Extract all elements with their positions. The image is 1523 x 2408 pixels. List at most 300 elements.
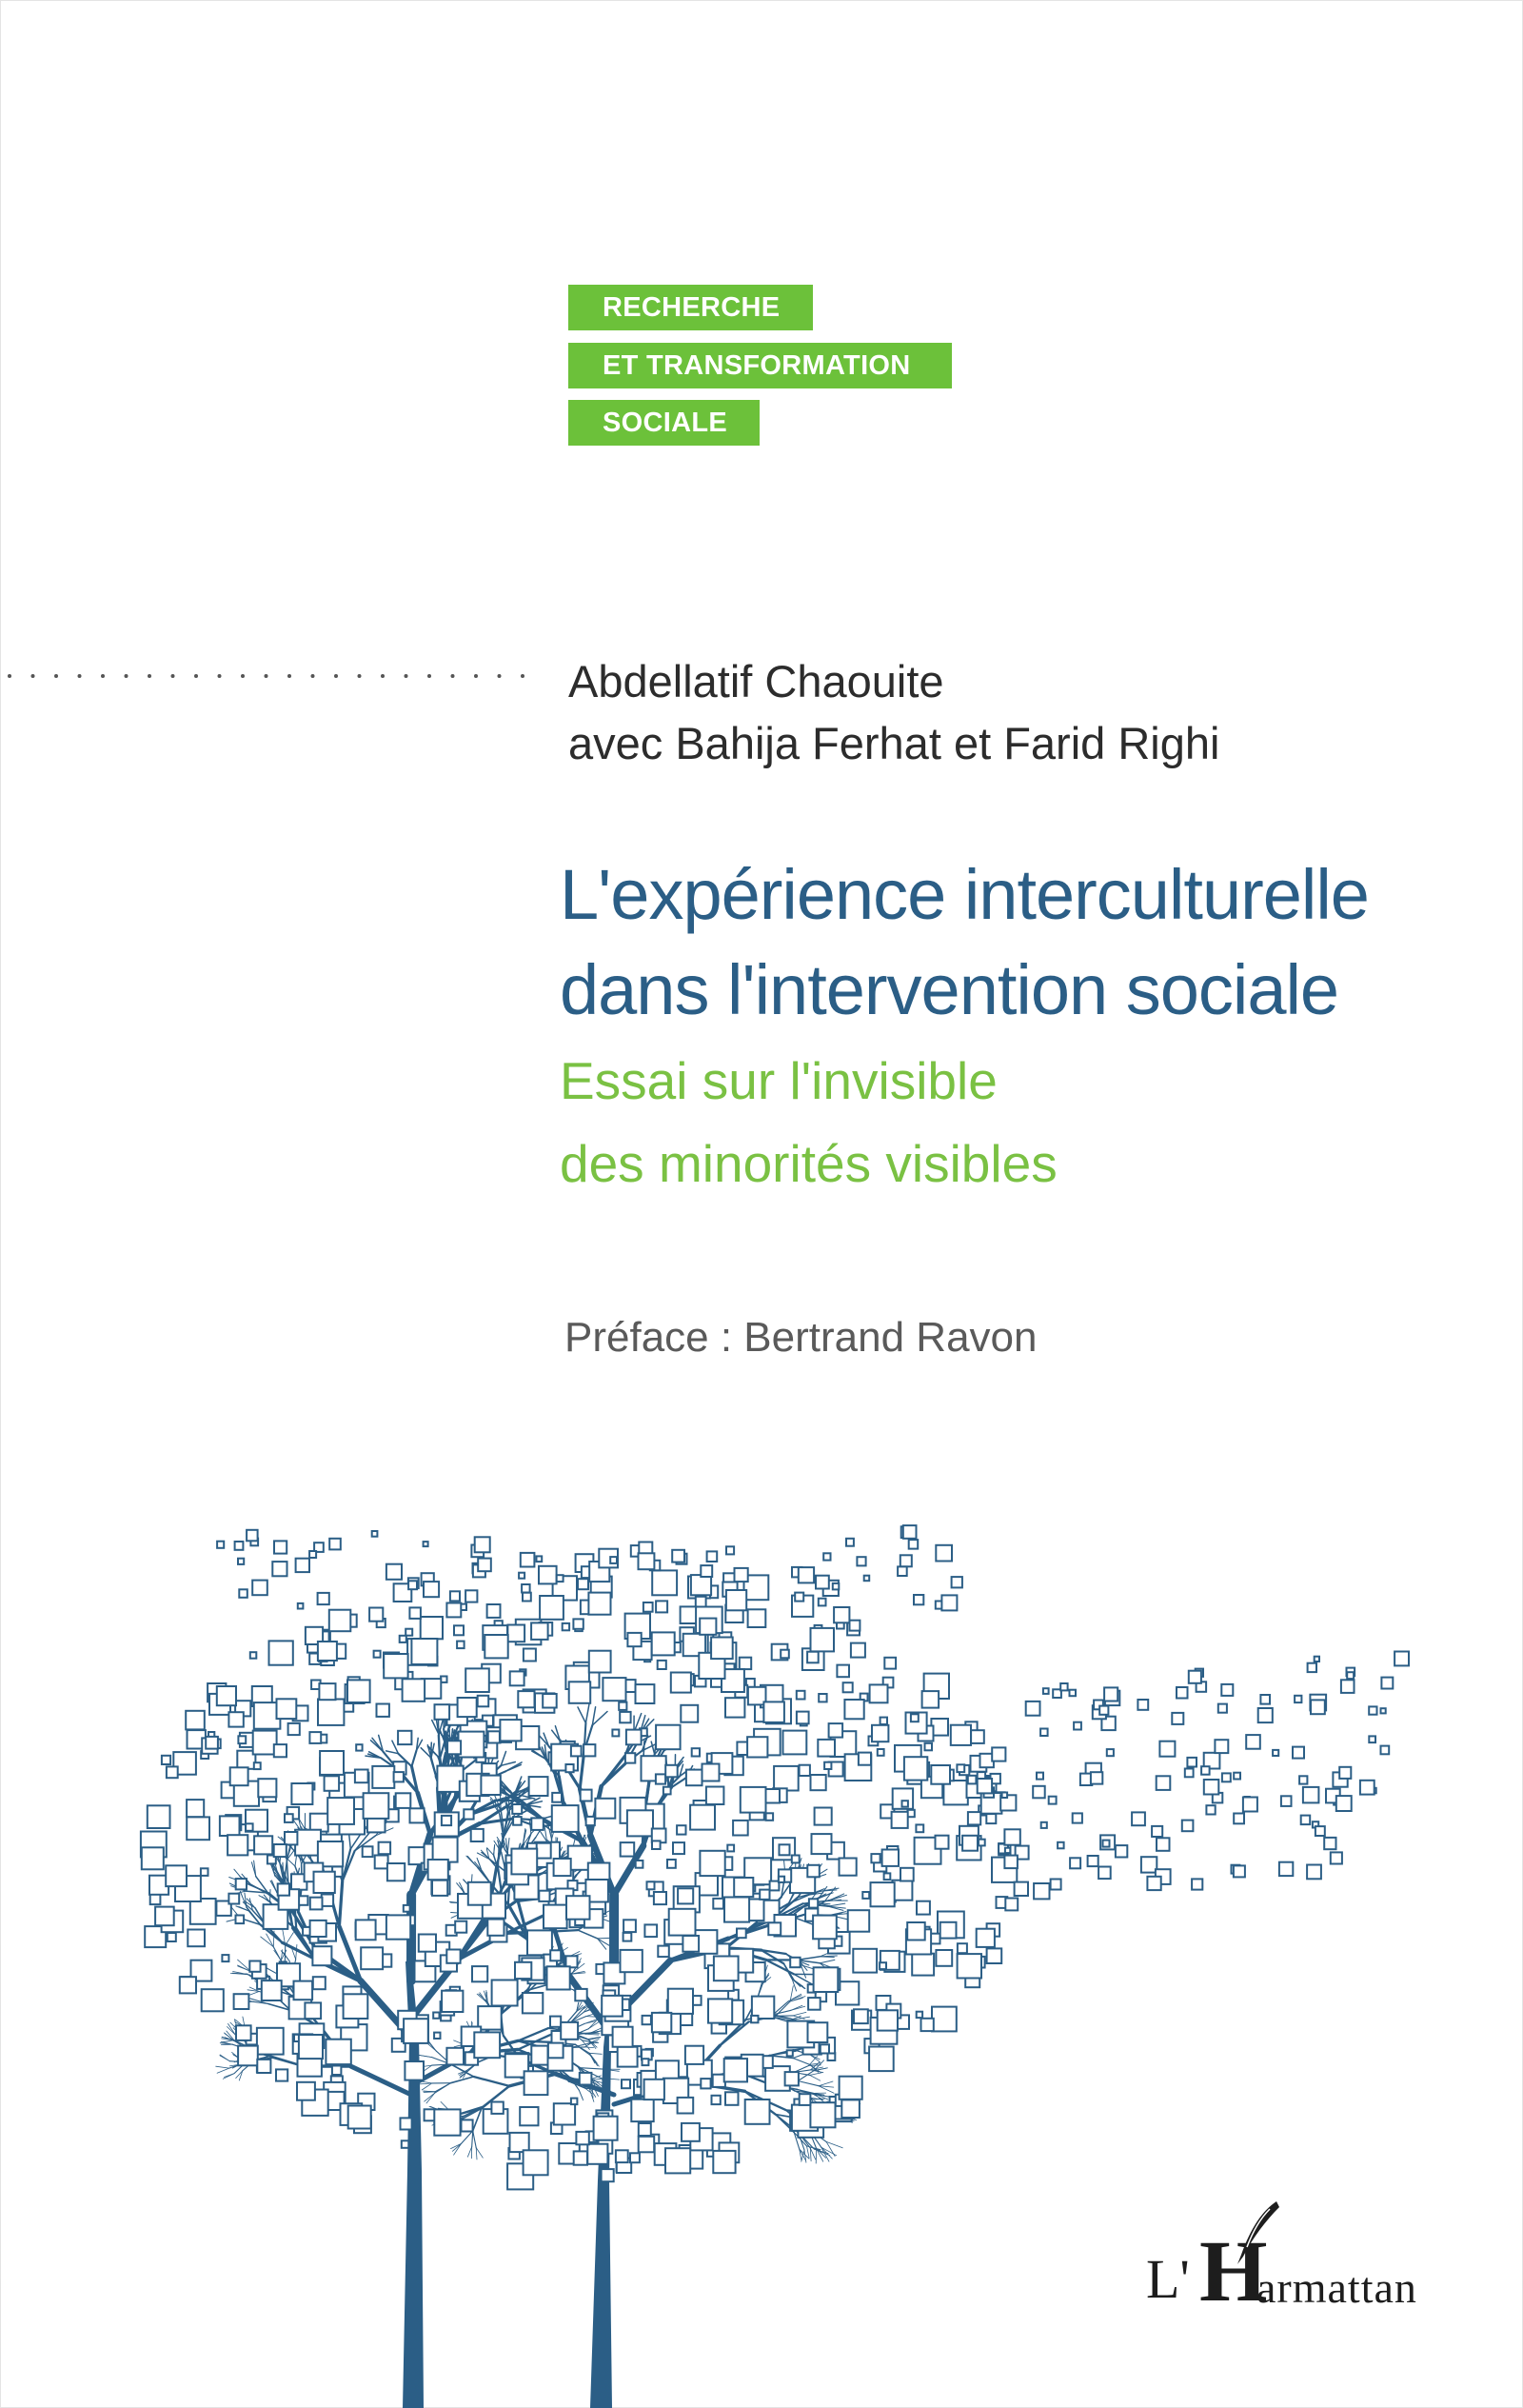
leaf-square <box>578 1579 588 1589</box>
leaf-square <box>272 1562 287 1576</box>
leaf-square <box>387 1863 405 1881</box>
leaf-square <box>1347 1672 1354 1679</box>
leaf-square <box>274 1844 287 1857</box>
leaf-square <box>848 1910 870 1932</box>
leaf-square <box>238 2046 258 2066</box>
leaf-square <box>1324 1838 1335 1849</box>
leaf-square <box>713 1899 723 1909</box>
leaf-square <box>795 1593 803 1602</box>
tree-branch <box>474 2077 509 2086</box>
leaf-square <box>644 2080 664 2100</box>
leaf-square <box>677 1825 685 1834</box>
leaf-square <box>374 1651 381 1658</box>
leaf-square <box>1040 1729 1048 1737</box>
leaf-square <box>644 1924 657 1937</box>
leaf-square <box>386 1915 410 1939</box>
leaf-square <box>478 1696 489 1707</box>
leaf-square <box>236 1916 245 1924</box>
tree-branch <box>817 1903 830 1904</box>
leaf-square <box>375 1856 388 1869</box>
leaf-square <box>958 1943 967 1953</box>
leaf-square <box>840 1859 857 1876</box>
tree-branch <box>296 1944 297 1959</box>
leaf-square <box>957 1764 964 1772</box>
leader-dot <box>287 674 291 678</box>
preface-credit: Préface : Bertrand Ravon <box>564 1314 1038 1361</box>
leaf-square <box>613 2027 633 2047</box>
leaf-square <box>190 1899 216 1924</box>
leaf-square <box>834 1607 849 1622</box>
leaf-square <box>206 1737 218 1749</box>
leaf-square <box>1116 1845 1127 1857</box>
leaf-square <box>1189 1671 1201 1683</box>
leader-dot <box>334 674 338 678</box>
leaf-square <box>1026 1702 1040 1716</box>
tree-branch <box>272 1881 277 1892</box>
leaf-square <box>372 1531 378 1537</box>
leaf-square <box>227 1835 247 1855</box>
leaf-square <box>734 1878 753 1897</box>
leaf-square <box>931 1765 950 1784</box>
leaf-square <box>1234 1773 1240 1780</box>
tree-branch <box>579 2090 583 2099</box>
tree-branch <box>472 2131 473 2147</box>
tree-branch <box>476 2148 477 2159</box>
leaf-square <box>658 1946 669 1958</box>
leaf-square <box>356 1920 376 1940</box>
leaf-square <box>285 1832 297 1844</box>
leaf-square <box>900 1868 914 1881</box>
leaf-square <box>319 1683 335 1700</box>
leaf-square <box>447 1741 461 1754</box>
leaf-square <box>797 1712 809 1724</box>
leader-dot <box>125 674 129 678</box>
leaf-square <box>1315 1657 1319 1662</box>
leaf-square <box>571 2099 578 2105</box>
tree-branch <box>435 2083 450 2092</box>
leaf-square <box>884 1873 891 1880</box>
tree-branch <box>498 1869 501 1890</box>
leaf-square <box>1246 1735 1260 1749</box>
tree-branch <box>261 1937 274 1947</box>
leaf-square <box>636 1861 643 1868</box>
leaf-square <box>325 1776 340 1791</box>
leaf-square <box>962 1836 978 1851</box>
leaf-square <box>932 2007 957 2032</box>
leader-dot <box>218 674 222 678</box>
leaf-square <box>1311 1700 1325 1714</box>
leaf-square <box>364 1793 389 1819</box>
leaf-square <box>665 1765 678 1778</box>
leaf-square <box>623 1920 636 1932</box>
leaf-square <box>487 1920 504 1936</box>
leaf-square <box>569 1682 591 1703</box>
leaf-square <box>979 1840 985 1846</box>
leaf-square <box>455 1921 466 1933</box>
leaf-square <box>462 2119 473 2131</box>
publisher-logo-initial: H <box>1199 2222 1268 2319</box>
leaf-square <box>870 1684 888 1702</box>
leaf-square <box>507 1625 524 1642</box>
leaf-square <box>1221 1684 1233 1696</box>
leaf-square <box>603 1678 625 1701</box>
leaf-square <box>682 2123 700 2141</box>
leaf-square <box>1043 1688 1049 1694</box>
leaf-square <box>554 1859 571 1876</box>
leaf-square <box>809 1899 818 1907</box>
leaf-square <box>871 1854 880 1862</box>
leaf-square <box>450 1591 460 1601</box>
leaf-square <box>884 1658 896 1669</box>
leaf-square <box>702 1764 720 1781</box>
leaf-square <box>1336 1796 1352 1811</box>
leaf-square <box>636 1684 655 1703</box>
leaf-square <box>492 1980 518 2006</box>
leaf-square <box>298 1603 304 1609</box>
leaf-square <box>539 1891 549 1901</box>
leaf-square <box>748 1609 766 1627</box>
leaf-square <box>531 1622 548 1640</box>
leaf-square <box>902 1801 908 1806</box>
tree-branch <box>643 1741 644 1756</box>
leader-dot <box>521 674 524 678</box>
leaf-square <box>588 1593 610 1615</box>
leaf-square <box>701 1565 712 1577</box>
leaf-square <box>1339 1767 1351 1779</box>
leaf-square <box>811 1628 835 1652</box>
leader-dot <box>381 674 385 678</box>
leaf-square <box>692 1748 700 1756</box>
tree-branch <box>807 2146 821 2150</box>
leaf-square <box>647 1881 655 1889</box>
leaf-square <box>347 1680 370 1702</box>
leaf-square <box>576 2132 588 2144</box>
leaf-square <box>561 2022 578 2040</box>
leaf-square <box>766 1789 781 1803</box>
leaf-square <box>681 1606 698 1623</box>
leaf-square <box>1331 1852 1342 1863</box>
tree-branch <box>426 2093 435 2103</box>
leaf-square <box>672 1550 684 1562</box>
leaf-square <box>269 1641 293 1664</box>
leaf-square <box>726 1546 734 1554</box>
leaf-square <box>621 1950 643 1972</box>
leaf-square <box>669 1909 696 1936</box>
leaf-square <box>1157 1838 1170 1851</box>
leaf-square <box>1369 1706 1376 1714</box>
leaf-square <box>1222 1773 1231 1781</box>
leaf-square <box>238 1736 246 1743</box>
leaf-square <box>1243 1798 1257 1812</box>
leaf-square <box>329 1610 351 1632</box>
leaf-square <box>573 1619 583 1628</box>
leaf-square <box>690 1805 715 1830</box>
leaf-square <box>258 1779 276 1797</box>
leaf-square <box>751 2016 758 2022</box>
leaf-square <box>627 1810 653 1836</box>
book-title-line-2: dans l'intervention sociale <box>560 950 1339 1029</box>
tree-branch <box>793 2012 806 2016</box>
leaf-square <box>529 1777 548 1796</box>
leaf-square <box>787 2050 793 2056</box>
leaf-square <box>531 1818 544 1830</box>
leaf-square <box>808 2022 828 2042</box>
tree-branch <box>776 2001 790 2016</box>
leaf-square <box>602 1996 623 2017</box>
tree-branch <box>570 2012 583 2022</box>
leaf-square <box>821 2044 829 2053</box>
leaf-square <box>180 1977 196 1993</box>
leaf-square <box>398 1731 411 1744</box>
quill-icon <box>1224 2199 1281 2266</box>
leaf-square <box>274 1744 287 1757</box>
leaf-square <box>348 2106 371 2129</box>
leaf-square <box>1104 1687 1118 1701</box>
leaf-square <box>978 1779 992 1793</box>
tree-branch <box>216 2066 229 2068</box>
leaf-square <box>740 1658 751 1669</box>
leaf-square <box>404 2019 428 2043</box>
tree-branch <box>820 1960 835 1962</box>
leaf-square <box>941 1595 957 1610</box>
leaf-square <box>652 1632 675 1655</box>
leaf-square <box>681 1705 698 1722</box>
leaf-square <box>401 2118 412 2129</box>
leaf-square <box>700 1619 716 1635</box>
leaf-square <box>276 2069 287 2080</box>
leaf-square <box>691 1575 711 1595</box>
leaf-square <box>936 1545 952 1562</box>
leaf-square <box>898 1566 907 1576</box>
leaf-square <box>566 1896 590 1920</box>
leaf-square <box>254 1762 261 1769</box>
leaf-square <box>419 1935 436 1952</box>
leader-dot <box>405 674 408 678</box>
leader-dot <box>265 674 268 678</box>
tree-branch <box>412 1750 417 1766</box>
leaf-square <box>500 1720 521 1741</box>
leaf-square <box>580 2073 592 2085</box>
leaf-square <box>643 1602 653 1612</box>
leaf-square <box>1002 1793 1008 1799</box>
leaf-square <box>837 1665 849 1678</box>
leaf-square <box>612 1730 619 1737</box>
leaf-square <box>1315 1826 1325 1836</box>
leaf-square <box>491 2102 503 2114</box>
leaf-square <box>236 1879 247 1889</box>
leaf-square <box>1152 1826 1162 1837</box>
leaf-square <box>735 1568 748 1582</box>
leaf-square <box>309 1551 316 1558</box>
leaf-square <box>405 2061 424 2080</box>
leaf-square <box>543 1694 557 1708</box>
leaf-square <box>616 2150 628 2162</box>
leaf-square <box>236 2025 251 2040</box>
leaf-square <box>408 1581 417 1589</box>
leaf-square <box>487 1604 501 1618</box>
leaf-square <box>238 1559 244 1564</box>
leaf-square <box>511 1849 537 1875</box>
leaf-square <box>411 1639 437 1664</box>
leaf-square <box>766 1813 774 1821</box>
publisher-logo <box>1146 2199 1432 2319</box>
leaf-square <box>727 1845 734 1852</box>
leaf-square <box>654 1892 666 1904</box>
leaf-square <box>631 2100 653 2121</box>
leaf-square <box>907 1922 925 1940</box>
leader-dot <box>101 674 105 678</box>
tree-branch <box>494 1845 495 1855</box>
leaf-square <box>652 1570 677 1595</box>
leaf-square <box>922 1691 940 1708</box>
leaf-square <box>843 1682 853 1692</box>
leaf-square <box>278 1883 289 1895</box>
leaf-square <box>853 1949 877 1973</box>
leaf-square <box>800 2094 811 2105</box>
book-subtitle-line-1: Essai sur l'invisible <box>560 1051 998 1110</box>
leaf-square <box>434 2033 440 2039</box>
leaf-square <box>326 2040 350 2064</box>
dot-leader <box>0 667 533 686</box>
leaf-square <box>519 1573 524 1579</box>
leaf-square <box>1215 1740 1228 1753</box>
leaf-square <box>332 2066 342 2076</box>
tree-branch <box>351 2066 411 2095</box>
leaf-square <box>673 1842 684 1854</box>
leaf-square <box>1103 1841 1110 1847</box>
leaf-square <box>474 2032 500 2058</box>
leaf-square <box>1381 1708 1386 1713</box>
author-co: avec Bahija Ferhat et Farid Righi <box>568 718 1220 768</box>
leaf-square <box>581 1790 592 1801</box>
leaf-square <box>1070 1690 1077 1697</box>
leaf-square <box>552 1805 579 1832</box>
leaf-square <box>297 2082 315 2100</box>
leaf-square <box>958 1954 981 1978</box>
leaf-square <box>320 1751 344 1775</box>
book-title-line-1: L'expérience interculturelle <box>560 855 1369 934</box>
leaf-square <box>288 1723 300 1735</box>
leaf-square <box>464 1809 473 1819</box>
leaf-square <box>747 1737 767 1757</box>
leaf-square <box>257 2028 284 2055</box>
leaf-square <box>459 1732 485 1758</box>
leader-dot <box>194 674 198 678</box>
leaf-square <box>188 1930 205 1947</box>
leaf-square <box>1360 1781 1375 1795</box>
leaf-square <box>878 2010 898 2030</box>
leaf-square <box>522 1584 530 1593</box>
leaf-square <box>708 1999 732 2022</box>
leaf-square <box>428 1860 448 1880</box>
leaf-square <box>619 1702 626 1710</box>
leaf-square <box>667 1860 676 1868</box>
leaf-square <box>1260 1695 1270 1704</box>
leader-dot <box>451 674 455 678</box>
leaf-square <box>912 1954 934 1976</box>
leaf-square <box>465 1668 489 1692</box>
leaf-square <box>299 1896 308 1905</box>
leaf-square <box>409 1607 421 1619</box>
leaf-square <box>741 1787 766 1813</box>
leaf-square <box>1159 1741 1175 1757</box>
leaf-square <box>900 1555 912 1566</box>
leaf-square <box>1234 1814 1244 1824</box>
leaf-square <box>1060 1683 1067 1690</box>
leader-dot <box>498 674 502 678</box>
leaf-square <box>823 1553 830 1560</box>
leaf-square <box>294 1981 313 2000</box>
leaf-square <box>807 1652 819 1663</box>
leaf-square <box>405 1629 412 1636</box>
leaf-square <box>854 2009 868 2023</box>
leaf-square <box>1049 1797 1057 1804</box>
leaf-square <box>921 2019 934 2031</box>
leaf-square <box>235 1542 244 1550</box>
leaf-square <box>639 1553 655 1569</box>
leaf-square <box>574 2151 587 2164</box>
leaf-square <box>625 1753 635 1762</box>
leaf-square <box>768 1922 781 1935</box>
leaf-square <box>595 1799 615 1819</box>
leaf-square <box>187 1800 204 1817</box>
series-label-line-2: ET TRANSFORMATION <box>568 343 952 388</box>
tree-branch <box>798 2081 819 2086</box>
leaf-square <box>202 1989 224 2011</box>
leaf-square <box>515 1962 531 1979</box>
leaf-square <box>557 1575 564 1582</box>
tree-branch <box>826 2141 842 2147</box>
leaf-square <box>1074 1722 1081 1730</box>
leaf-square <box>247 1530 258 1542</box>
leaf-square <box>968 1776 977 1784</box>
tree-branch <box>425 2093 435 2101</box>
leaf-square <box>363 1846 373 1857</box>
leaf-square <box>435 1704 450 1720</box>
leaf-square <box>968 1812 980 1824</box>
leaf-square <box>792 1856 800 1863</box>
leaf-square <box>745 2100 770 2124</box>
leaf-square <box>1147 1877 1160 1890</box>
tree-branch <box>810 2073 821 2076</box>
leaf-square <box>940 1922 957 1939</box>
leaf-square <box>1058 1842 1064 1849</box>
leaf-square <box>1037 1773 1043 1780</box>
leaf-square <box>878 1749 884 1756</box>
leaf-square <box>725 2092 739 2105</box>
tree-branch <box>819 2081 833 2086</box>
leaf-square <box>313 1977 326 1989</box>
leaf-square <box>656 1601 667 1612</box>
leaf-square <box>571 1746 582 1757</box>
leaf-square <box>1033 1786 1045 1799</box>
leaf-square <box>862 1892 869 1899</box>
leaf-square <box>1201 1766 1210 1775</box>
leaf-square <box>1192 1879 1202 1889</box>
leaf-square <box>472 1966 487 1981</box>
leaf-square <box>781 1650 789 1659</box>
leaf-square <box>1099 1706 1108 1715</box>
tree-branch <box>450 2077 473 2083</box>
tree-branch <box>589 2053 602 2054</box>
leaf-square <box>871 1882 895 1906</box>
leaf-square <box>465 1590 477 1602</box>
leaf-square <box>1107 1749 1114 1756</box>
leaf-square <box>686 1770 702 1786</box>
leaf-square <box>880 1962 886 1969</box>
tree-branch <box>501 1762 515 1766</box>
leaf-square <box>1341 1680 1355 1693</box>
